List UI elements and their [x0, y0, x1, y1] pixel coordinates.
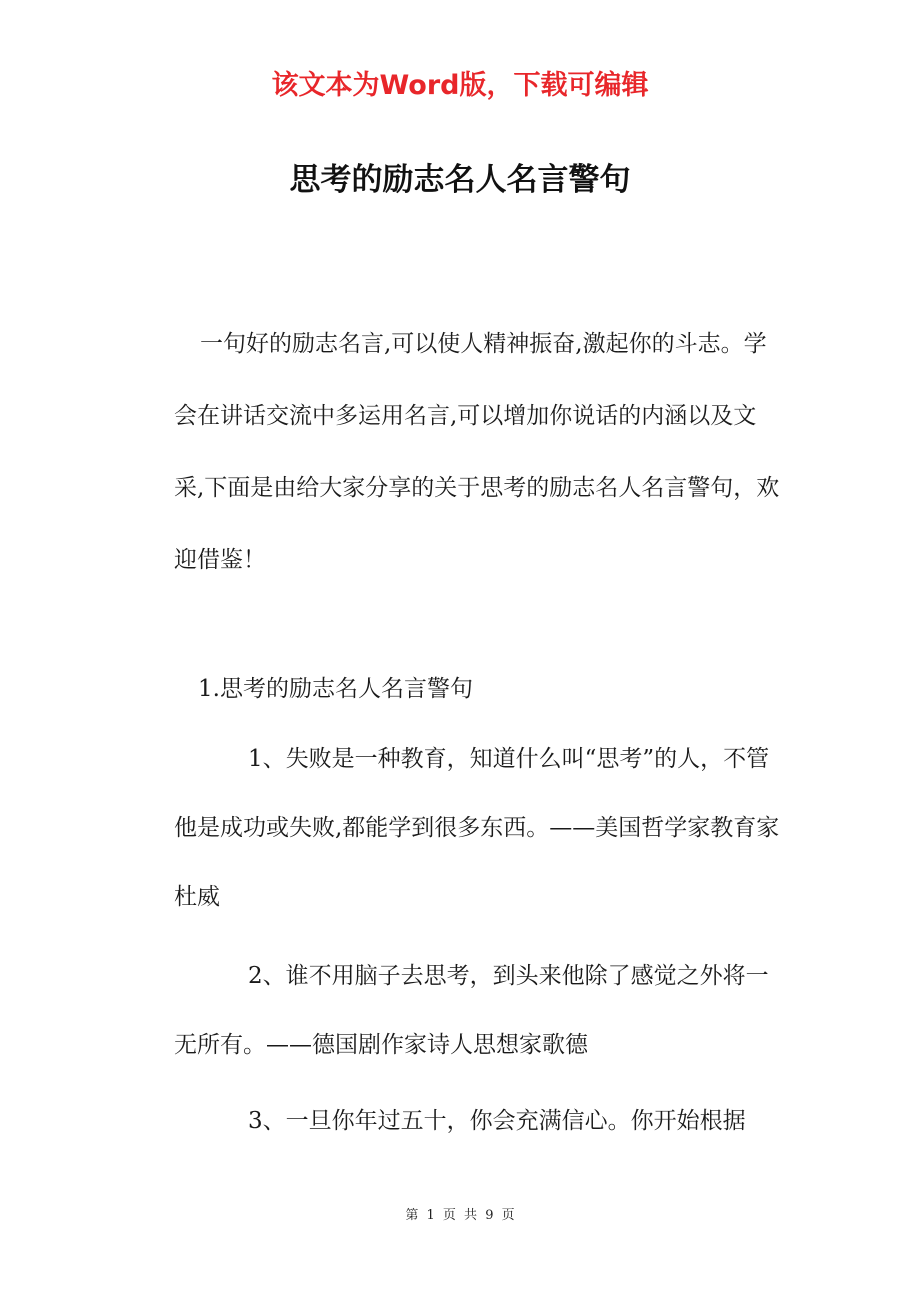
quote-item: 3、一旦你年过五十，你会充满信心。你开始根据 — [248, 1108, 746, 1134]
section-heading: 1.思考的励志名人名言警句 — [198, 676, 473, 702]
document-title: 思考的励志名人名言警句 — [289, 162, 631, 198]
quote-item: 2、谁不用脑子去思考，到头来他除了感觉之外将一无所有。——德国剧作家诗人思想家歌德 — [174, 963, 769, 1058]
page-footer: 第 1 页 共 9 页 — [405, 1208, 515, 1223]
download-banner: 该文本为Word版，下载可编辑 — [271, 70, 649, 101]
quote-item: 1、失败是一种教育，知道什么叫“思考”的人，不管他是成功或失败,都能学到很多东西。——美国哲学家教育家杜威 — [174, 746, 780, 910]
intro-paragraph: 一句好的励志名言,可以使人精神振奋,激起你的斗志。学会在讲话交流中多运用名言,可以增加你说话的内涵以及文采,下面是由给大家分享的关于思考的励志名人名言警句，欢迎借鉴！ — [174, 331, 780, 573]
